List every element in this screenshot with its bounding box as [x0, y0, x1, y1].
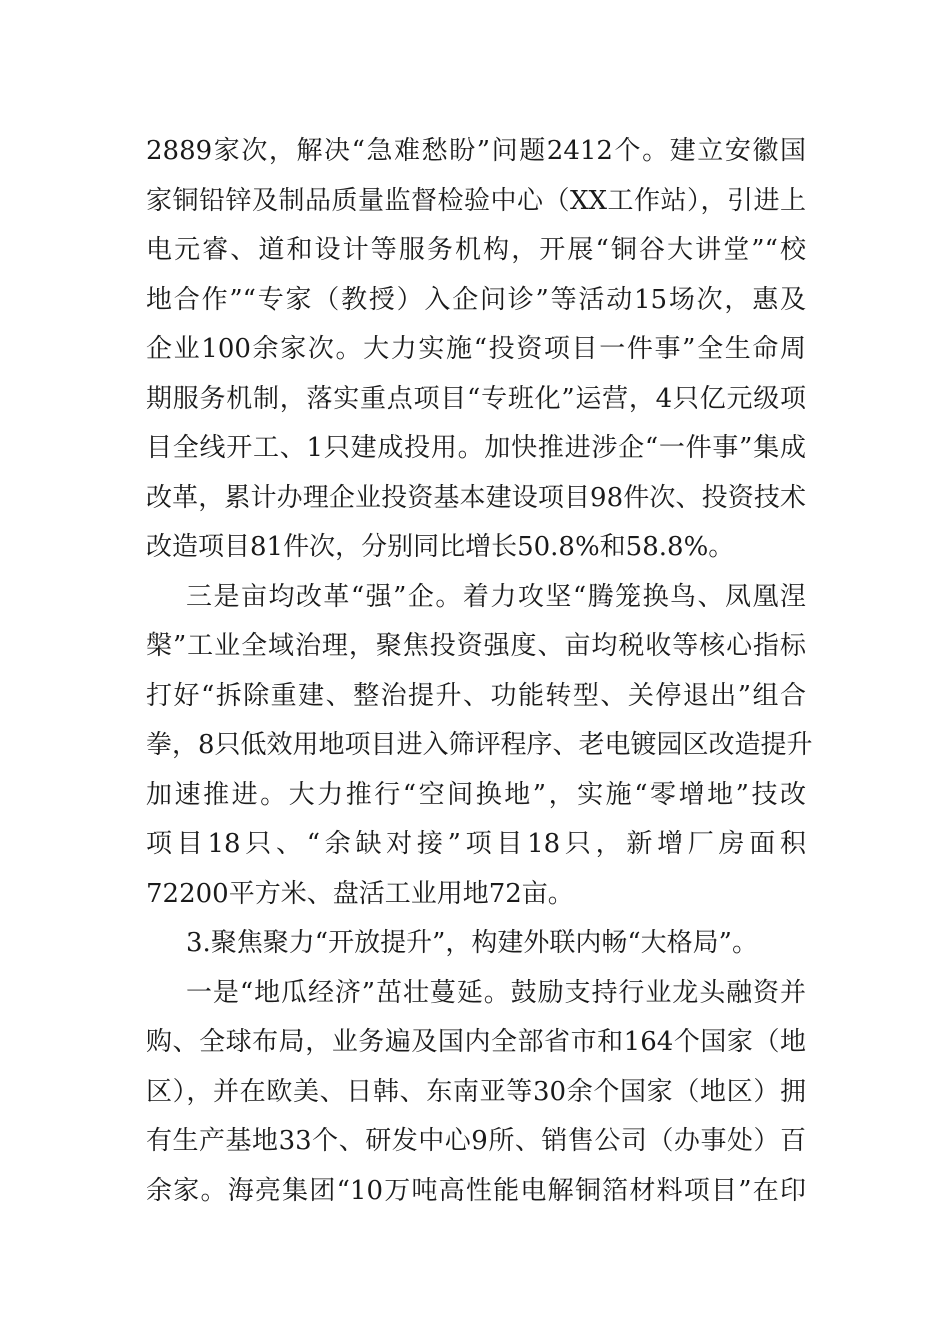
text-line: 改造项目81件次，分别同比增长50.8%和58.8%。	[146, 532, 735, 562]
text-line: 家铜铅锌及制品质量监督检验中心（XX工作站），引进上	[146, 185, 806, 216]
text-line: 地合作”“专家（教授）入企问诊”等活动15场次，惠及	[146, 284, 806, 315]
text-line: 槃”工业全域治理，聚焦投资强度、亩均税收等核心指标	[146, 631, 806, 661]
text-line: 电元睿、道和设计等服务机构，开展“铜谷大讲堂”“校	[146, 235, 806, 265]
text-line: 打好“拆除重建、整治提升、功能转型、关停退出”组合	[146, 680, 806, 711]
text-line: 项目18只、“余缺对接”项目18只，新增厂房面积	[146, 829, 806, 859]
text-line: 目全线开工、1只建成投用。加快推进涉企“一件事”集成	[146, 433, 806, 463]
text-line: 区），并在欧美、日韩、东南亚等30余个国家（地区）拥	[146, 1076, 806, 1107]
text-line: 改革，累计办理企业投资基本建设项目98件次、投资技术	[146, 482, 806, 513]
text-line: 购、全球布局，业务遍及国内全部省市和164个国家（地	[146, 1027, 806, 1057]
text-line: 加速推进。大力推行“空间换地”，实施“零增地”技改	[146, 779, 806, 810]
text-line: 2889家次，解决“急难愁盼”问题2412个。建立安徽国	[146, 136, 806, 166]
text-line: 企业100余家次。大力实施“投资项目一件事”全生命周	[146, 334, 806, 364]
paragraph-heading-line: 三是亩均改革“强”企。着力攻坚“腾笼换鸟、凤凰涅	[186, 581, 806, 612]
text-line: 余家。海亮集团“10万吨高性能电解铜箔材料项目”在印	[146, 1175, 806, 1206]
text-line: 拳，8只低效用地项目进入筛评程序、老电镀园区改造提升	[146, 730, 813, 760]
text-line: 有生产基地33个、研发中心9所、销售公司（办事处）百	[146, 1126, 806, 1156]
section-heading: 3.聚焦聚力“开放提升”，构建外联内畅“大格局”。	[186, 928, 758, 958]
body-text	[146, 127, 813, 1216]
text-line: 期服务机制，落实重点项目“专班化”运营，4只亿元级项	[146, 383, 806, 414]
text-line: 72200平方米、盘活工业用地72亩。	[146, 878, 574, 909]
paragraph-heading-line: 一是“地瓜经济”茁壮蔓延。鼓励支持行业龙头融资并	[186, 977, 806, 1008]
